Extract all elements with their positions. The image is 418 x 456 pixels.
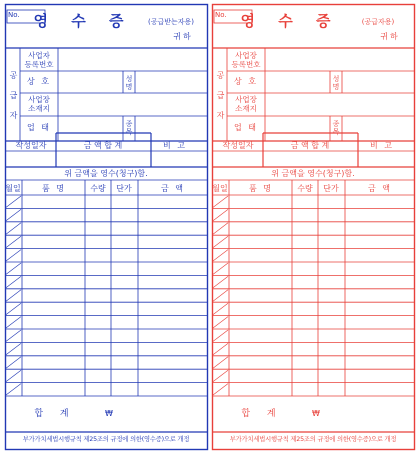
- day-slash: [6, 236, 21, 247]
- day-slash: [213, 290, 228, 301]
- col-amount: 금 액: [161, 184, 185, 193]
- remark-label: 비 고: [163, 141, 187, 150]
- day-slash: [6, 209, 21, 220]
- receipt-subtitle: (공급자용): [361, 18, 395, 26]
- honorific-label: 귀하: [380, 32, 400, 41]
- col-item: 품 명: [42, 184, 66, 193]
- col-month-day: 월일: [5, 184, 21, 193]
- day-slash: [213, 223, 228, 234]
- form-lines: [212, 4, 415, 450]
- day-slash: [213, 384, 228, 395]
- name-label: 성 명: [125, 75, 133, 91]
- serial-number-label: No.: [8, 11, 20, 19]
- total-amount-label: 금 액 합 계: [83, 141, 123, 150]
- form-footer-note: 부가가치세법시행규칙 제25조의 규정에 의한(영수증)으로 개정: [22, 436, 190, 443]
- day-slash: [6, 276, 21, 287]
- business-label: 업 태: [234, 123, 258, 132]
- day-slash: [213, 209, 228, 220]
- sum-label: 합 계: [34, 409, 76, 419]
- receipt-supplier-copy: [212, 4, 415, 450]
- day-slash: [6, 196, 21, 207]
- day-slash: [213, 250, 228, 261]
- name-label: 성 명: [332, 75, 340, 91]
- currency-symbol: ₩: [312, 409, 320, 418]
- col-qty: 수량: [297, 184, 313, 193]
- currency-symbol: ₩: [105, 409, 113, 418]
- day-slash: [213, 276, 228, 287]
- day-slash: [213, 303, 228, 314]
- day-slash: [213, 236, 228, 247]
- serial-number-label: No.: [215, 11, 227, 19]
- supplier-side-label: 공급자: [9, 71, 18, 131]
- day-slash: [6, 290, 21, 301]
- company-label: 상 호: [27, 77, 51, 86]
- day-slash: [6, 223, 21, 234]
- sum-label: 합 계: [241, 409, 283, 419]
- day-slash: [213, 317, 228, 328]
- date-label: 작성일자: [15, 141, 47, 150]
- reg-number-label: 사업자 등록번호: [24, 51, 54, 69]
- date-label: 작성일자: [222, 141, 254, 150]
- day-slash: [6, 250, 21, 261]
- day-slash: [213, 330, 228, 341]
- day-slash: [213, 343, 228, 354]
- col-item: 품 명: [249, 184, 273, 193]
- day-slash: [213, 370, 228, 381]
- reg-number-label: 사업장 등록번호: [231, 51, 261, 69]
- day-slash: [6, 303, 21, 314]
- day-slash: [213, 196, 228, 207]
- address-label: 사업장 소재지: [235, 95, 257, 113]
- day-slash: [213, 357, 228, 368]
- form-footer-note: 부가가치세법시행규칙 제25조의 규정에 의한(영수증)으로 개정: [229, 436, 397, 443]
- receipt-customer-copy: [5, 4, 208, 450]
- honorific-label: 귀하: [173, 32, 193, 41]
- day-slash: [6, 330, 21, 341]
- receipt-subtitle: (공급받는자용): [147, 18, 195, 26]
- receipt-title: 영 수 증: [33, 12, 133, 30]
- day-slash: [6, 263, 21, 274]
- receipt-statement: 위 금액을 영수(청구)함.: [271, 169, 355, 178]
- remark-label: 비 고: [370, 141, 394, 150]
- company-label: 상 호: [234, 77, 258, 86]
- receipt-title: 영 수 증: [240, 12, 340, 30]
- day-slash: [6, 384, 21, 395]
- day-slash: [6, 343, 21, 354]
- col-unit-price: 단가: [116, 184, 132, 193]
- supplier-side-label: 공급자: [216, 71, 225, 131]
- day-slash: [6, 357, 21, 368]
- form-lines: [5, 4, 208, 450]
- day-slash: [213, 263, 228, 274]
- total-amount-label: 금 액 합 계: [290, 141, 330, 150]
- col-qty: 수량: [90, 184, 106, 193]
- address-label: 사업장 소재지: [28, 95, 50, 113]
- business-label: 업 태: [27, 123, 51, 132]
- receipt-statement: 위 금액을 영수(청구)함.: [64, 169, 148, 178]
- day-slash: [6, 317, 21, 328]
- col-unit-price: 단가: [323, 184, 339, 193]
- col-month-day: 월일: [212, 184, 228, 193]
- item-label: 종 목: [125, 120, 133, 136]
- day-slash: [6, 370, 21, 381]
- item-label: 종 목: [332, 120, 340, 136]
- col-amount: 금 액: [368, 184, 392, 193]
